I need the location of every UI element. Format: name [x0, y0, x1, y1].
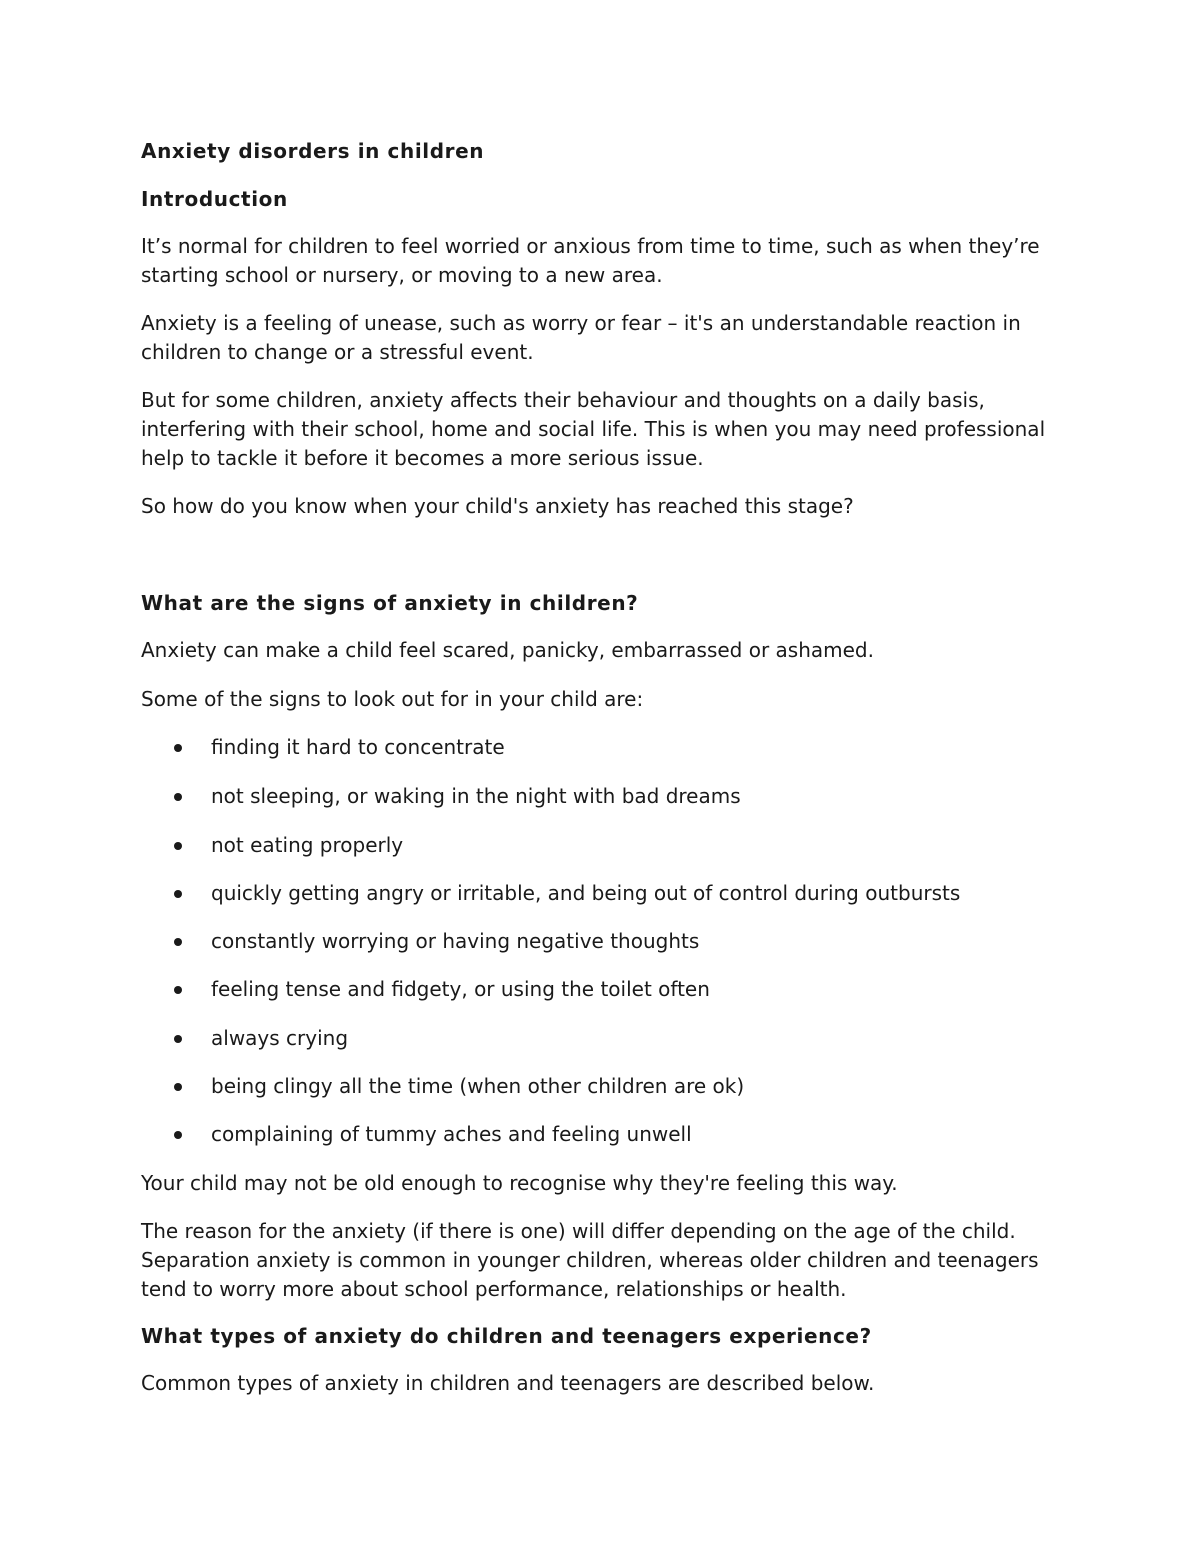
- bullet-icon: [174, 986, 182, 994]
- bullet-icon: [174, 744, 182, 752]
- intro-paragraph: Anxiety is a feeling of unease, such as worry or fear – it's an understandable reaction in children to change or a stressful event.: [141, 311, 1021, 364]
- bullet-icon: [174, 1035, 182, 1043]
- list-item-text: feeling tense and fidgety, or using the toilet often: [211, 977, 710, 1001]
- intro-paragraph: It’s normal for children to feel worried or anxious from time to time, such as when they’re starting school or nursery, or moving to a new area.: [141, 234, 1040, 287]
- signs-intro-paragraph: Anxiety can make a child feel scared, panicky, embarrassed or ashamed.: [141, 638, 874, 662]
- types-intro-paragraph: Common types of anxiety in children and teenagers are described below.: [141, 1371, 875, 1395]
- list-item-text: quickly getting angry or irritable, and being out of control during outbursts: [211, 881, 961, 905]
- list-item: [141, 927, 1081, 956]
- list-item: [141, 831, 1081, 860]
- list-item: [141, 879, 1081, 908]
- bullet-icon: [174, 890, 182, 898]
- signs-after-paragraph: Your child may not be old enough to recognise why they're feeling this way.: [141, 1171, 898, 1195]
- bullet-icon: [174, 793, 182, 801]
- list-item: [141, 733, 1081, 762]
- signs-list: [141, 733, 1081, 1149]
- list-item-text: always crying: [211, 1026, 349, 1050]
- signs-after-paragraph: The reason for the anxiety (if there is one) will differ depending on the age of the child. Separation anxiety is common in younger children, whereas older children and teenagers tend to worry more about school performance, relationships or health.: [141, 1219, 1039, 1301]
- list-item-text: complaining of tummy aches and feeling unwell: [211, 1122, 692, 1146]
- list-item: [141, 782, 1081, 811]
- list-item-text: not sleeping, or waking in the night with bad dreams: [211, 784, 741, 808]
- list-item: [141, 1120, 1081, 1149]
- bullet-icon: [174, 842, 182, 850]
- intro-paragraph: But for some children, anxiety affects their behaviour and thoughts on a daily basis, interfering with their school, home and social life. This is when you may need professional help to tackle it before it becomes a more serious issue.: [141, 388, 1046, 470]
- bullet-icon: [174, 938, 182, 946]
- list-item: [141, 1024, 1081, 1053]
- signs-heading: What are the signs of anxiety in children?: [141, 591, 639, 615]
- list-item-text: being clingy all the time (when other children are ok): [211, 1074, 745, 1098]
- bullet-icon: [174, 1131, 182, 1139]
- list-item-text: constantly worrying or having negative thoughts: [211, 929, 700, 953]
- list-item: [141, 975, 1081, 1004]
- intro-paragraph: So how do you know when your child's anxiety has reached this stage?: [141, 494, 854, 518]
- document-page: [141, 136, 1081, 1398]
- types-heading: What types of anxiety do children and teenagers experience?: [141, 1324, 872, 1348]
- list-item-text: not eating properly: [211, 833, 404, 857]
- list-item-text: finding it hard to concentrate: [211, 735, 505, 759]
- signs-intro-paragraph: Some of the signs to look out for in your child are:: [141, 687, 644, 711]
- document-title: Anxiety disorders in children: [141, 139, 485, 163]
- list-item: [141, 1072, 1081, 1101]
- bullet-icon: [174, 1083, 182, 1091]
- intro-heading: Introduction: [141, 187, 288, 211]
